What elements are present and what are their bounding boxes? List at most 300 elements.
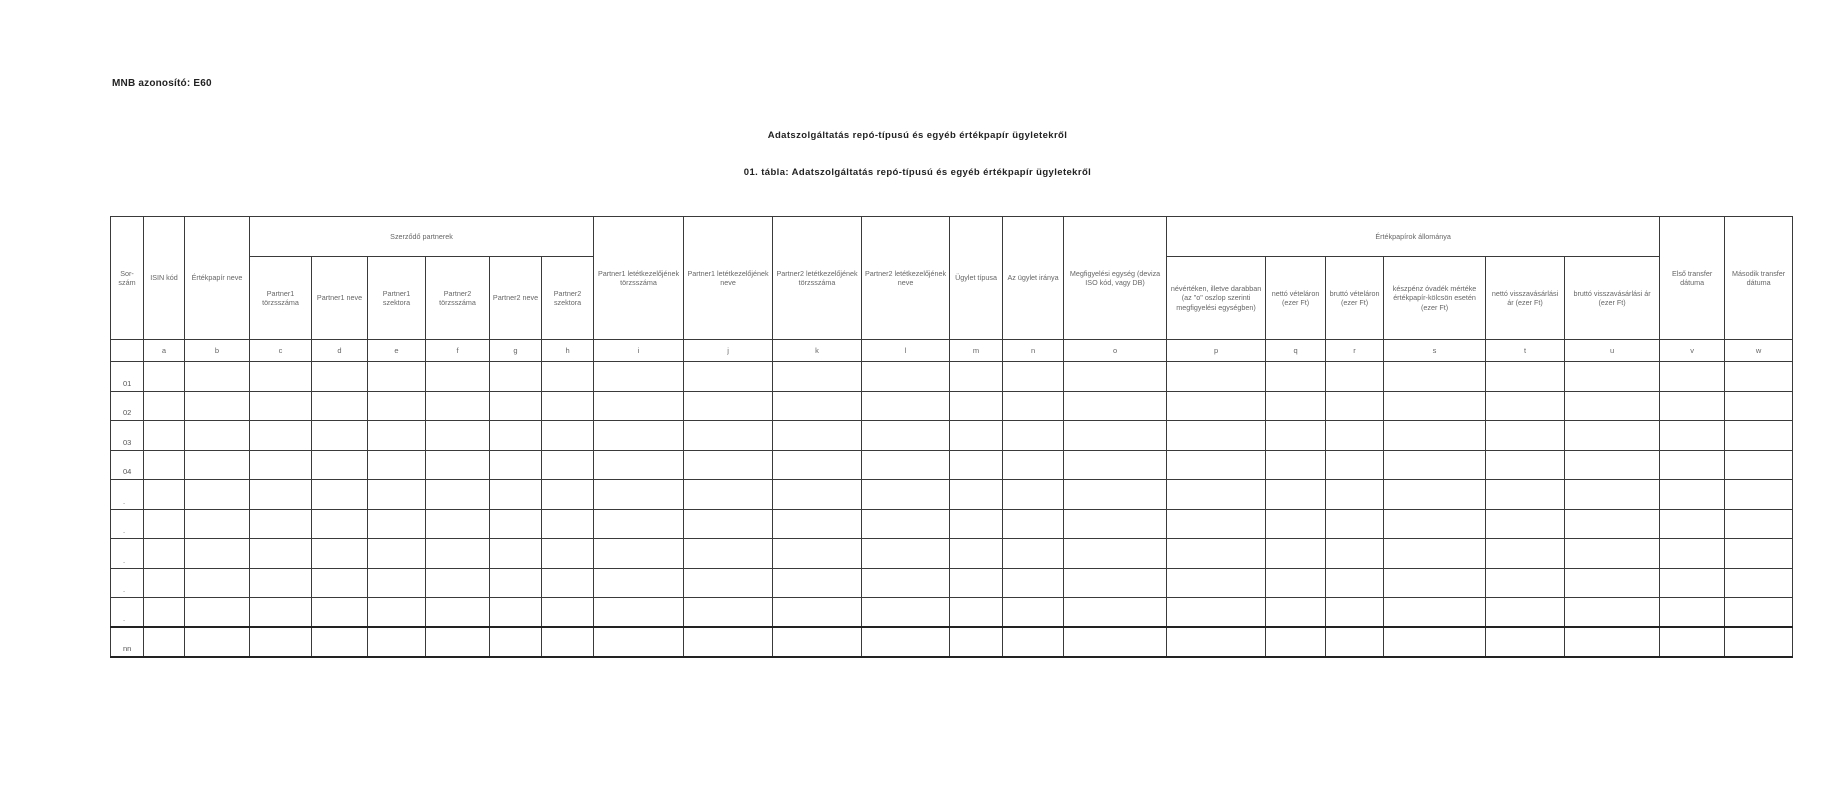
data-cell[interactable] xyxy=(185,598,250,628)
data-cell[interactable] xyxy=(1003,480,1064,510)
data-cell[interactable] xyxy=(950,391,1003,421)
table-row xyxy=(111,450,1793,480)
data-cell[interactable] xyxy=(862,568,950,598)
data-cell[interactable] xyxy=(594,598,684,628)
table-row xyxy=(111,391,1793,421)
data-cell[interactable] xyxy=(773,539,862,569)
data-cell[interactable] xyxy=(1064,509,1167,539)
data-cell[interactable] xyxy=(185,627,250,657)
data-cell[interactable] xyxy=(594,480,684,510)
data-cell[interactable] xyxy=(1725,391,1793,421)
data-cell[interactable] xyxy=(1064,627,1167,657)
data-cell[interactable] xyxy=(594,539,684,569)
data-cell[interactable] xyxy=(950,598,1003,628)
data-cell[interactable] xyxy=(490,480,542,510)
data-cell[interactable] xyxy=(1326,391,1384,421)
data-cell[interactable] xyxy=(862,627,950,657)
data-cell[interactable] xyxy=(368,480,426,510)
data-cell[interactable] xyxy=(1565,450,1660,480)
table-row xyxy=(111,480,1793,510)
data-cell[interactable] xyxy=(1266,598,1326,628)
data-cell[interactable] xyxy=(1167,568,1266,598)
data-cell[interactable] xyxy=(1003,509,1064,539)
data-cell[interactable] xyxy=(368,568,426,598)
data-cell[interactable] xyxy=(250,539,312,569)
data-cell[interactable] xyxy=(1003,450,1064,480)
data-cell[interactable] xyxy=(1660,480,1725,510)
data-cell[interactable] xyxy=(368,598,426,628)
data-cell[interactable] xyxy=(1486,627,1565,657)
data-cell[interactable] xyxy=(426,391,490,421)
data-cell[interactable] xyxy=(594,627,684,657)
data-cell[interactable] xyxy=(542,421,594,451)
data-cell[interactable] xyxy=(1003,421,1064,451)
data-cell[interactable] xyxy=(312,362,368,392)
data-cell[interactable] xyxy=(1064,391,1167,421)
column-letter: l xyxy=(862,340,950,362)
data-cell[interactable] xyxy=(1167,450,1266,480)
table-row xyxy=(111,509,1793,539)
data-cell[interactable] xyxy=(312,598,368,628)
data-cell[interactable] xyxy=(1326,362,1384,392)
data-cell[interactable] xyxy=(1660,598,1725,628)
data-cell[interactable] xyxy=(862,509,950,539)
data-cell[interactable] xyxy=(1326,480,1384,510)
data-cell[interactable] xyxy=(144,421,185,451)
data-cell[interactable] xyxy=(1486,509,1565,539)
col-header-megfigyelesi-egyseg: Megfigyelési egység (deviza ISO kód, vagy DB) xyxy=(1064,217,1167,340)
data-cell[interactable] xyxy=(490,627,542,657)
data-cell[interactable] xyxy=(250,598,312,628)
data-cell[interactable] xyxy=(594,568,684,598)
data-cell[interactable] xyxy=(312,421,368,451)
data-cell[interactable] xyxy=(1266,421,1326,451)
data-cell[interactable] xyxy=(250,627,312,657)
column-letter: w xyxy=(1725,340,1793,362)
data-cell[interactable] xyxy=(594,509,684,539)
data-cell[interactable] xyxy=(684,362,773,392)
data-cell[interactable] xyxy=(773,362,862,392)
data-cell[interactable] xyxy=(1064,480,1167,510)
row-label: 02 xyxy=(111,391,144,421)
data-cell[interactable] xyxy=(773,598,862,628)
data-cell[interactable] xyxy=(1660,362,1725,392)
data-cell[interactable] xyxy=(490,362,542,392)
column-letter: j xyxy=(684,340,773,362)
data-cell[interactable] xyxy=(1064,568,1167,598)
data-cell[interactable] xyxy=(1486,391,1565,421)
data-cell[interactable] xyxy=(1384,568,1486,598)
data-cell[interactable] xyxy=(1660,391,1725,421)
data-cell[interactable] xyxy=(1725,362,1793,392)
data-cell[interactable] xyxy=(594,391,684,421)
data-cell[interactable] xyxy=(1003,568,1064,598)
data-cell[interactable] xyxy=(1660,568,1725,598)
data-cell[interactable] xyxy=(862,480,950,510)
column-letter: g xyxy=(490,340,542,362)
group-header-ertekpapirok-allomanya: Értékpapírok állománya xyxy=(1167,217,1660,257)
col-header-p1-let-torzsszam: Partner1 letétkezelőjének törzsszáma xyxy=(594,217,684,340)
data-cell[interactable] xyxy=(1565,568,1660,598)
data-cell[interactable] xyxy=(1326,568,1384,598)
col-header-elso-transfer: Első transfer dátuma xyxy=(1660,217,1725,340)
data-cell[interactable] xyxy=(144,362,185,392)
column-letter: t xyxy=(1486,340,1565,362)
data-cell[interactable] xyxy=(684,509,773,539)
data-cell[interactable] xyxy=(1266,509,1326,539)
data-cell[interactable] xyxy=(1167,362,1266,392)
data-cell[interactable] xyxy=(594,421,684,451)
data-cell[interactable] xyxy=(144,627,185,657)
data-cell[interactable] xyxy=(950,421,1003,451)
data-cell[interactable] xyxy=(1384,598,1486,628)
data-cell[interactable] xyxy=(185,568,250,598)
table-row xyxy=(111,362,1793,392)
data-cell[interactable] xyxy=(684,480,773,510)
data-cell[interactable] xyxy=(684,598,773,628)
data-cell[interactable] xyxy=(185,421,250,451)
data-cell[interactable] xyxy=(1384,480,1486,510)
data-cell[interactable] xyxy=(490,391,542,421)
data-cell[interactable] xyxy=(862,450,950,480)
data-cell[interactable] xyxy=(542,568,594,598)
data-cell[interactable] xyxy=(1486,362,1565,392)
data-cell[interactable] xyxy=(1565,480,1660,510)
data-cell[interactable] xyxy=(1660,509,1725,539)
column-letter: k xyxy=(773,340,862,362)
data-cell[interactable] xyxy=(1266,362,1326,392)
data-cell[interactable] xyxy=(542,362,594,392)
data-cell[interactable] xyxy=(1725,598,1793,628)
data-cell[interactable] xyxy=(312,480,368,510)
data-cell[interactable] xyxy=(144,480,185,510)
data-cell[interactable] xyxy=(368,627,426,657)
data-cell[interactable] xyxy=(426,480,490,510)
data-cell[interactable] xyxy=(1725,450,1793,480)
data-cell[interactable] xyxy=(490,598,542,628)
data-cell[interactable] xyxy=(684,539,773,569)
row-label: . xyxy=(111,539,144,569)
data-cell[interactable] xyxy=(1486,480,1565,510)
data-cell[interactable] xyxy=(250,480,312,510)
data-cell[interactable] xyxy=(1167,598,1266,628)
data-cell[interactable] xyxy=(950,509,1003,539)
data-cell[interactable] xyxy=(1725,421,1793,451)
data-cell[interactable] xyxy=(862,362,950,392)
data-cell[interactable] xyxy=(862,598,950,628)
col-header-masodik-transfer: Második transfer dátuma xyxy=(1725,217,1793,340)
data-cell[interactable] xyxy=(684,391,773,421)
col-header-isin: ISIN kód xyxy=(144,217,185,340)
data-cell[interactable] xyxy=(1565,391,1660,421)
data-cell[interactable] xyxy=(1266,568,1326,598)
column-letter: d xyxy=(312,340,368,362)
data-cell[interactable] xyxy=(950,480,1003,510)
data-cell[interactable] xyxy=(1486,450,1565,480)
col-header-p1-torzsszam: Partner1 törzsszáma xyxy=(250,257,312,340)
data-cell[interactable] xyxy=(368,509,426,539)
data-cell[interactable] xyxy=(426,509,490,539)
data-cell[interactable] xyxy=(144,568,185,598)
data-cell[interactable] xyxy=(1266,627,1326,657)
data-cell[interactable] xyxy=(1167,391,1266,421)
data-cell[interactable] xyxy=(1266,539,1326,569)
data-cell[interactable] xyxy=(1565,627,1660,657)
row-label: nn xyxy=(111,627,144,657)
data-cell[interactable] xyxy=(312,509,368,539)
data-cell[interactable] xyxy=(1003,539,1064,569)
data-cell[interactable] xyxy=(1064,421,1167,451)
data-cell[interactable] xyxy=(542,598,594,628)
data-cell[interactable] xyxy=(1725,509,1793,539)
col-header-p2-neve: Partner2 neve xyxy=(490,257,542,340)
data-cell[interactable] xyxy=(1064,539,1167,569)
data-cell[interactable] xyxy=(1565,509,1660,539)
data-cell[interactable] xyxy=(1565,539,1660,569)
column-letter: h xyxy=(542,340,594,362)
column-letter: b xyxy=(185,340,250,362)
data-cell[interactable] xyxy=(1725,539,1793,569)
data-cell[interactable] xyxy=(185,450,250,480)
data-cell[interactable] xyxy=(1326,627,1384,657)
col-header-ertekpapir-neve: Értékpapír neve xyxy=(185,217,250,340)
data-cell[interactable] xyxy=(250,450,312,480)
data-cell[interactable] xyxy=(542,480,594,510)
column-letter: u xyxy=(1565,340,1660,362)
data-cell[interactable] xyxy=(490,421,542,451)
data-cell[interactable] xyxy=(312,539,368,569)
row-label: 01 xyxy=(111,362,144,392)
data-cell[interactable] xyxy=(1486,421,1565,451)
data-cell[interactable] xyxy=(1565,362,1660,392)
data-cell[interactable] xyxy=(185,362,250,392)
col-header-netto-visszavasarlasi: nettó visszavásárlási ár (ezer Ft) xyxy=(1486,257,1565,340)
data-cell[interactable] xyxy=(773,509,862,539)
data-cell[interactable] xyxy=(594,362,684,392)
data-cell[interactable] xyxy=(862,539,950,569)
data-cell[interactable] xyxy=(1167,627,1266,657)
data-cell[interactable] xyxy=(312,391,368,421)
data-cell[interactable] xyxy=(1486,539,1565,569)
data-cell[interactable] xyxy=(862,391,950,421)
data-cell[interactable] xyxy=(950,627,1003,657)
table-title: 01. tábla: Adatszolgáltatás repó-típusú és egyéb értékpapír ügyletekről xyxy=(743,167,1092,178)
data-cell[interactable] xyxy=(773,480,862,510)
data-cell[interactable] xyxy=(185,391,250,421)
data-cell[interactable] xyxy=(684,568,773,598)
data-cell[interactable] xyxy=(1167,480,1266,510)
data-cell[interactable] xyxy=(368,362,426,392)
data-cell[interactable] xyxy=(950,450,1003,480)
data-cell[interactable] xyxy=(368,391,426,421)
data-cell[interactable] xyxy=(1064,362,1167,392)
data-table xyxy=(110,216,1793,658)
table-row xyxy=(111,568,1793,598)
page-title: Adatszolgáltatás repó-típusú és egyéb értékpapír ügyletekről xyxy=(767,130,1068,141)
data-cell[interactable] xyxy=(773,568,862,598)
row-label: . xyxy=(111,509,144,539)
row-label: . xyxy=(111,598,144,628)
data-cell[interactable] xyxy=(426,421,490,451)
data-cell[interactable] xyxy=(368,421,426,451)
col-header-keszpenz-ovadek: készpénz óvadék mértéke értékpapír-kölcsön esetén (ezer Ft) xyxy=(1384,257,1486,340)
data-cell[interactable] xyxy=(1660,627,1725,657)
data-cell[interactable] xyxy=(542,509,594,539)
data-cell[interactable] xyxy=(144,598,185,628)
col-header-sor-szam: Sor-szám xyxy=(111,217,144,340)
column-letter: m xyxy=(950,340,1003,362)
data-cell[interactable] xyxy=(1725,568,1793,598)
data-cell[interactable] xyxy=(1003,362,1064,392)
table-row xyxy=(111,627,1793,657)
row-label: . xyxy=(111,480,144,510)
column-letter: i xyxy=(594,340,684,362)
data-cell[interactable] xyxy=(542,539,594,569)
data-cell[interactable] xyxy=(490,568,542,598)
data-cell[interactable] xyxy=(1266,480,1326,510)
column-letter: p xyxy=(1167,340,1266,362)
group-header-szerzodo-partnerek: Szerződő partnerek xyxy=(250,217,594,257)
data-cell[interactable] xyxy=(490,539,542,569)
data-cell[interactable] xyxy=(950,539,1003,569)
data-cell[interactable] xyxy=(426,598,490,628)
data-cell[interactable] xyxy=(426,568,490,598)
data-cell[interactable] xyxy=(185,509,250,539)
data-cell[interactable] xyxy=(1384,391,1486,421)
col-header-p1-let-neve: Partner1 letétkezelőjének neve xyxy=(684,217,773,340)
data-cell[interactable] xyxy=(1167,509,1266,539)
data-cell[interactable] xyxy=(1725,480,1793,510)
data-cell[interactable] xyxy=(1326,509,1384,539)
column-letter: v xyxy=(1660,340,1725,362)
data-cell[interactable] xyxy=(1064,450,1167,480)
row-label: . xyxy=(111,568,144,598)
data-cell[interactable] xyxy=(426,539,490,569)
data-cell[interactable] xyxy=(144,539,185,569)
data-cell[interactable] xyxy=(1326,421,1384,451)
data-cell[interactable] xyxy=(1003,598,1064,628)
data-cell[interactable] xyxy=(862,421,950,451)
data-cell[interactable] xyxy=(773,421,862,451)
data-cell[interactable] xyxy=(1565,598,1660,628)
data-cell[interactable] xyxy=(1486,568,1565,598)
data-cell[interactable] xyxy=(426,627,490,657)
data-cell[interactable] xyxy=(368,539,426,569)
data-cell[interactable] xyxy=(426,450,490,480)
data-cell[interactable] xyxy=(1725,627,1793,657)
data-cell[interactable] xyxy=(1565,421,1660,451)
data-cell[interactable] xyxy=(250,568,312,598)
data-cell[interactable] xyxy=(312,627,368,657)
col-header-p2-szektora: Partner2 szektora xyxy=(542,257,594,340)
data-cell[interactable] xyxy=(684,450,773,480)
data-cell[interactable] xyxy=(542,450,594,480)
data-cell[interactable] xyxy=(1003,627,1064,657)
data-cell[interactable] xyxy=(250,509,312,539)
data-cell[interactable] xyxy=(1266,450,1326,480)
column-letter: n xyxy=(1003,340,1064,362)
row-label: 03 xyxy=(111,421,144,451)
data-cell[interactable] xyxy=(773,450,862,480)
data-cell[interactable] xyxy=(1326,450,1384,480)
data-cell[interactable] xyxy=(1266,391,1326,421)
col-header-ugylet-iranya: Az ügylet iránya xyxy=(1003,217,1064,340)
data-cell[interactable] xyxy=(250,421,312,451)
table-row xyxy=(111,539,1793,569)
column-letter: s xyxy=(1384,340,1486,362)
col-header-p2-let-torzsszam: Partner2 letétkezelőjének törzsszáma xyxy=(773,217,862,340)
letters-row-blank xyxy=(111,340,144,362)
data-cell[interactable] xyxy=(185,480,250,510)
column-letter: r xyxy=(1326,340,1384,362)
data-cell[interactable] xyxy=(490,509,542,539)
data-cell[interactable] xyxy=(950,568,1003,598)
column-letter: o xyxy=(1064,340,1167,362)
data-cell[interactable] xyxy=(1064,598,1167,628)
column-letter: f xyxy=(426,340,490,362)
data-cell[interactable] xyxy=(684,627,773,657)
data-cell[interactable] xyxy=(426,362,490,392)
data-cell[interactable] xyxy=(1384,509,1486,539)
data-cell[interactable] xyxy=(1384,421,1486,451)
col-header-netto-vetelar: nettó vételáron (ezer Ft) xyxy=(1266,257,1326,340)
data-cell[interactable] xyxy=(1326,539,1384,569)
column-letter: q xyxy=(1266,340,1326,362)
data-cell[interactable] xyxy=(1167,421,1266,451)
data-cell[interactable] xyxy=(490,450,542,480)
data-cell[interactable] xyxy=(1486,598,1565,628)
data-cell[interactable] xyxy=(1660,450,1725,480)
data-cell[interactable] xyxy=(1660,421,1725,451)
data-cell[interactable] xyxy=(773,627,862,657)
data-cell[interactable] xyxy=(144,450,185,480)
data-cell[interactable] xyxy=(368,450,426,480)
data-cell[interactable] xyxy=(312,450,368,480)
col-header-p2-torzsszam: Partner2 törzsszáma xyxy=(426,257,490,340)
data-cell[interactable] xyxy=(1167,539,1266,569)
data-cell[interactable] xyxy=(1384,450,1486,480)
data-cell[interactable] xyxy=(1384,539,1486,569)
column-letter: e xyxy=(368,340,426,362)
data-cell[interactable] xyxy=(185,539,250,569)
data-cell[interactable] xyxy=(773,391,862,421)
data-cell[interactable] xyxy=(950,362,1003,392)
data-cell[interactable] xyxy=(542,627,594,657)
data-cell[interactable] xyxy=(1326,598,1384,628)
col-header-brutto-vetelar: bruttó vételáron (ezer Ft) xyxy=(1326,257,1384,340)
col-header-brutto-visszavasarlasi: bruttó visszavásárlási ár (ezer Ft) xyxy=(1565,257,1660,340)
data-cell[interactable] xyxy=(542,391,594,421)
mnb-identifier: MNB azonosító: E60 xyxy=(112,78,212,89)
column-letter: a xyxy=(144,340,185,362)
data-cell[interactable] xyxy=(1384,362,1486,392)
col-header-ugylet-tipusa: Ügylet típusa xyxy=(950,217,1003,340)
data-cell[interactable] xyxy=(1003,391,1064,421)
data-cell[interactable] xyxy=(1660,539,1725,569)
table-row xyxy=(111,421,1793,451)
data-cell[interactable] xyxy=(144,391,185,421)
data-cell[interactable] xyxy=(250,391,312,421)
data-cell[interactable] xyxy=(684,421,773,451)
data-cell[interactable] xyxy=(312,568,368,598)
data-cell[interactable] xyxy=(594,450,684,480)
row-label: 04 xyxy=(111,450,144,480)
table-row xyxy=(111,598,1793,628)
data-cell[interactable] xyxy=(1384,627,1486,657)
data-cell[interactable] xyxy=(144,509,185,539)
data-cell[interactable] xyxy=(250,362,312,392)
col-header-nevertek: névértéken, illetve darabban (az "o" oszlop szerinti megfigyelési egységben) xyxy=(1167,257,1266,340)
